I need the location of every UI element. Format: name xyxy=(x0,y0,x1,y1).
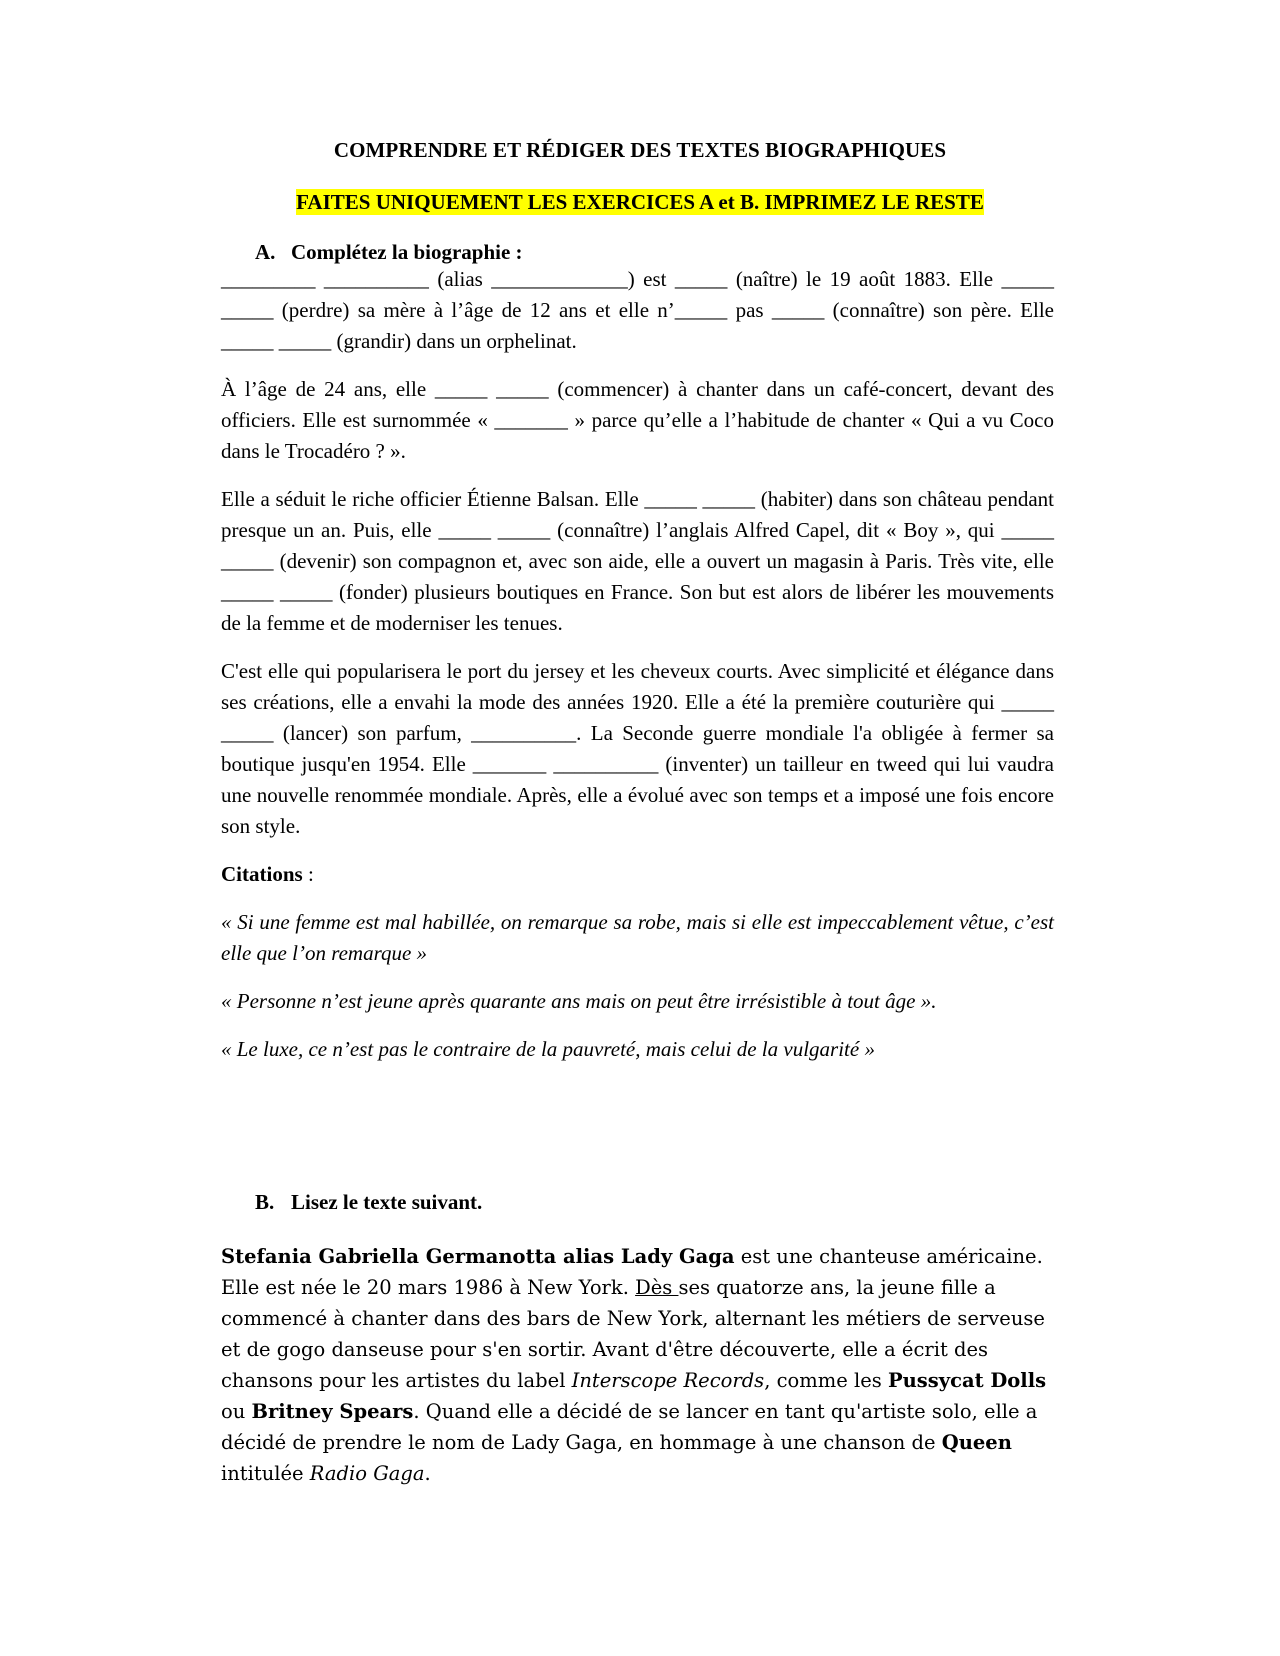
text-run: est une chanteuse américaine. Elle est née le 20 mars 1986 à New York. xyxy=(221,1245,1043,1299)
label-name: Interscope Records xyxy=(571,1369,765,1392)
britney-spears: Britney Spears xyxy=(251,1400,414,1423)
pussycat-dolls: Pussycat Dolls xyxy=(887,1369,1047,1392)
text-run: ses quatorze ans, la jeune fille a commencé à chanter dans des bars de New York, alternant les métiers de serveuse et de gogo danseuse pour s'en sortir. Avant d'être découverte, elle a écrit des chansons pour les artistes du label xyxy=(221,1276,1045,1392)
highlighted-instruction: FAITES UNIQUEMENT LES EXERCICES A et B. IMPRIMEZ LE RESTE xyxy=(296,190,984,214)
quote-1: « Si une femme est mal habillée, on remarque sa robe, mais si elle est impeccablement vêtue, c’est elle que l’on remarque » xyxy=(221,910,1054,965)
section-a-letter: A. xyxy=(255,240,276,264)
underlined-des: Dès xyxy=(635,1276,679,1299)
paragraph-2: À l’âge de 24 ans, elle _____ _____ (commencer) à chanter dans un café-concert, devant des officiers. Elle est surnommée « _______ » parce qu’elle a l’habitude de chanter « Qui a vu Coco dans le Trocadéro ? ». xyxy=(221,377,1054,463)
section-b-heading xyxy=(255,1190,482,1215)
section-b-title: Lisez le texte suivant. xyxy=(291,1190,483,1214)
text-run: , comme les xyxy=(764,1369,888,1392)
quote-2: « Personne n’est jeune après quarante ans mais on peut être irrésistible à tout âge ». xyxy=(221,989,937,1013)
page-title: COMPRENDRE ET RÉDIGER DES TEXTES BIOGRAPHIQUES xyxy=(333,138,947,162)
section-b-letter: B. xyxy=(255,1190,275,1214)
text-run: intitulée xyxy=(221,1462,310,1485)
song-title: Radio Gaga xyxy=(309,1462,425,1485)
lady-gaga-paragraph xyxy=(221,1241,1054,1489)
section-a-heading xyxy=(255,240,523,265)
paragraph-4: C'est elle qui popularisera le port du jersey et les cheveux courts. Avec simplicité et élégance dans ses créations, elle a envahi la mode des années 1920. Elle a été la première couturière qui _____ _____ (lancer) son parfum, __________. La Seconde guerre mondiale l'a obligée à fermer sa boutique jusqu'en 1954. Elle _______ __________ (inventer) un tailleur en tweed qui lui vaudra une nouvelle renommée mondiale. Après, elle a évolué avec son temps et a imposé une fois encore son style. xyxy=(221,659,1054,838)
section-a-title: Complétez la biographie : xyxy=(291,240,523,264)
text-run: . Quand elle a décidé de se lancer en tant qu'artiste solo, elle a décidé de prendre le nom de Lady Gaga, en hommage à une chanson de xyxy=(221,1400,1038,1454)
text-run: . xyxy=(424,1462,431,1485)
instruction-banner xyxy=(0,190,1280,215)
text-run: ou xyxy=(221,1400,252,1423)
queen: Queen xyxy=(941,1431,1012,1454)
citations-label: Citations xyxy=(221,862,303,886)
name-bold: Stefania Gabriella Germanotta alias Lady Gaga xyxy=(221,1245,735,1268)
paragraph-1: _________ __________ (alias _____________) est _____ (naître) le 19 août 1883. Elle _____ _____ (perdre) sa mère à l’âge de 12 ans et elle n’_____ pas _____ (connaître) son père. Elle _____ _____ (grandir) dans un orphelinat. xyxy=(221,267,1054,353)
section-a-body xyxy=(221,264,1054,1065)
section-b-body xyxy=(221,1241,1054,1489)
quote-3: « Le luxe, ce n’est pas le contraire de la pauvreté, mais celui de la vulgarité » xyxy=(221,1037,875,1061)
citations-heading xyxy=(221,859,1054,890)
citations-colon: : xyxy=(302,862,314,886)
paragraph-3: Elle a séduit le riche officier Étienne Balsan. Elle _____ _____ (habiter) dans son château pendant presque un an. Puis, elle _____ _____ (connaître) l’anglais Alfred Capel, dit « Boy », qui _____ _____ (devenir) son compagnon et, avec son aide, elle a ouvert un magasin à Paris. Très vite, elle _____ _____ (fonder) plusieurs boutiques en France. Son but est alors de libérer les mouvements de la femme et de moderniser les tenues. xyxy=(221,487,1054,635)
